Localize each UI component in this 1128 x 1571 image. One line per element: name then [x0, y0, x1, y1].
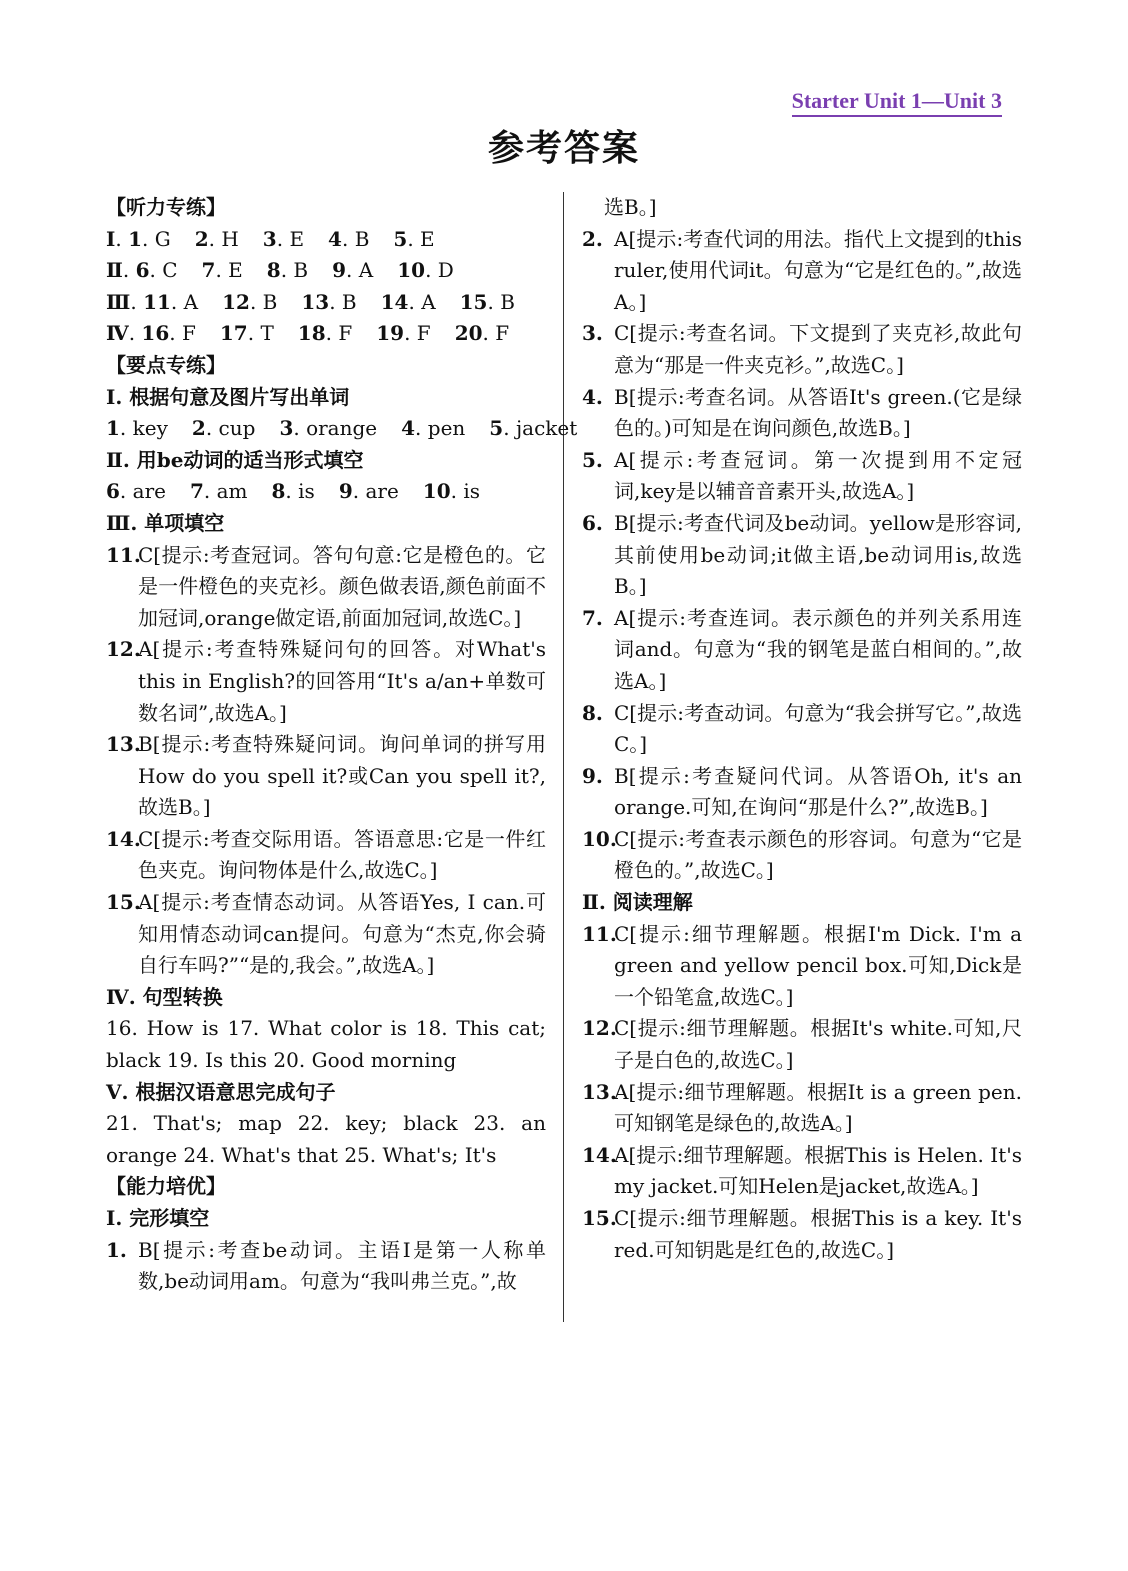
answer-item: 20. F: [454, 321, 510, 346]
answer-value: C: [162, 258, 178, 283]
answer-item: 7. E: [201, 258, 243, 283]
item-number: 6.: [582, 510, 603, 535]
roman-numeral: Ⅰ: [106, 226, 116, 251]
answer-item: 1. key: [106, 416, 168, 441]
item-text: A[提示:考查连词。表示颜色的并列关系用连词and。句意为“我的钢笔是蓝白相间的。”,故选A。]: [614, 605, 1022, 693]
kp-s1-answers: [106, 413, 578, 445]
answer-value: is: [463, 479, 481, 504]
item-number: 7.: [582, 605, 603, 630]
item-text: A[提示:考查特殊疑问句的回答。对What's this in English?的回答用“It's a/an+单数可数名词”,故选A。]: [138, 637, 546, 725]
answer-value: T: [260, 321, 274, 346]
answer-value: jacket: [515, 416, 578, 441]
answer-number: 3: [279, 416, 294, 441]
answer-number: 10: [422, 479, 451, 504]
kp-s3-title: Ⅲ. 单项填空: [106, 510, 225, 535]
answer-number: 6: [135, 258, 150, 283]
answer-number: 19: [376, 321, 405, 346]
answer-number: 1: [128, 226, 142, 251]
list-item: [106, 540, 546, 635]
answer-item: 3. orange: [279, 416, 378, 441]
answer-item: 13. B: [301, 289, 357, 314]
list-item: [582, 698, 1022, 761]
item-text: A[提示:考查冠词。第一次提到用不定冠词,key是以辅音音素开头,故选A。]: [614, 447, 1022, 504]
answer-number: 18: [297, 321, 326, 346]
kp-s4-title: Ⅳ. 句型转换: [106, 984, 223, 1009]
answer-item: 2. cup: [191, 416, 256, 441]
answer-item: 11. A: [143, 289, 199, 314]
answer-number: 20: [454, 321, 483, 346]
answer-item: 7. am: [189, 479, 248, 504]
answer-number: 3: [262, 226, 277, 251]
item-text: C[提示:考查名词。下文提到了夹克衫,故此句意为“那是一件夹克衫。”,故选C。]: [614, 321, 1022, 377]
item-text: C[提示:细节理解题。根据It's white.可知,尺子是白色的,故选C。]: [614, 1016, 1022, 1073]
ability-section-title: 【能力培优】: [106, 1174, 226, 1199]
answer-value: A: [421, 289, 436, 314]
answer-item: 1. G: [128, 226, 171, 251]
item-number: 10.: [582, 826, 617, 851]
answer-number: 13: [301, 289, 330, 314]
answer-value: A: [358, 258, 374, 283]
answer-value: E: [289, 226, 305, 251]
answer-item: 8. is: [271, 479, 315, 504]
item-number: 11.: [582, 921, 617, 946]
list-item: [106, 824, 546, 887]
answer-row: Ⅲ. 11. A 12. B 13. B 14. A 15. B: [106, 287, 546, 319]
answer-item: 9. A: [332, 258, 374, 283]
list-item: [106, 634, 546, 729]
page-title: 参考答案: [487, 127, 640, 169]
list-item: [582, 761, 1022, 824]
answer-value: are: [365, 479, 399, 504]
roman-numeral: Ⅱ: [106, 258, 123, 283]
roman-numeral: Ⅳ: [106, 321, 129, 346]
list-item: [582, 224, 1022, 319]
list-item: [582, 1203, 1022, 1266]
answer-number: 14: [380, 289, 409, 314]
answer-item: 16. F: [141, 321, 196, 346]
answer-value: cup: [218, 416, 256, 441]
item-text: C[提示:考查表示颜色的形容词。句意为“它是橙色的。”,故选C。]: [614, 826, 1022, 883]
answer-row: Ⅳ. 16. F 17. T 18. F 19. F 20. F: [106, 318, 546, 350]
item-number: 3.: [582, 321, 603, 346]
answer-value: pen: [427, 416, 466, 441]
item-number: 14.: [106, 826, 141, 851]
answer-number: 2: [191, 416, 206, 441]
answer-number: 7: [201, 258, 216, 283]
item-text: A[提示:细节理解题。根据It is a green pen.可知钢笔是绿色的,故选A。]: [614, 1079, 1022, 1136]
list-item: [582, 824, 1022, 887]
answer-value: key: [132, 416, 168, 441]
item-text: B[提示:考查名词。从答语It's green.(它是绿色的。)可知是在询问颜色,故选B。]: [614, 384, 1022, 441]
kp-s5-title: Ⅴ. 根据汉语意思完成句子: [106, 1079, 336, 1104]
answer-value: am: [216, 479, 248, 504]
list-item: [582, 445, 1022, 508]
list-item: [106, 1235, 546, 1298]
item-text: B[提示:考查be动词。主语I是第一人称单数,be动词用am。句意为“我叫弗兰克。”,故: [138, 1237, 546, 1294]
column-divider: [563, 192, 564, 1322]
item-number: 5.: [582, 447, 603, 472]
answer-value: G: [154, 226, 171, 251]
item-number: 14.: [582, 1142, 617, 1167]
item-text: C[提示:细节理解题。根据I'm Dick. I'm a green and yellow pencil box.可知,Dick是一个铅笔盒,故选C。]: [614, 921, 1022, 1009]
item-number: 13.: [106, 732, 141, 757]
answer-number: 7: [189, 479, 204, 504]
answer-number: 17: [219, 321, 248, 346]
item-number: 15.: [106, 890, 141, 915]
roman-numeral: Ⅲ: [106, 289, 131, 314]
answer-number: 16: [141, 321, 170, 346]
list-item: [106, 887, 546, 982]
answer-number: 8: [266, 258, 281, 283]
answer-number: 10: [397, 258, 426, 283]
answer-value: H: [221, 226, 239, 251]
item-number: 15.: [582, 1206, 617, 1230]
answer-number: 5: [393, 226, 408, 251]
answer-item: 4. B: [328, 226, 370, 251]
answer-number: 4: [328, 226, 342, 251]
unit-header: Starter Unit 1—Unit 3: [792, 88, 1002, 117]
item-number: 4.: [582, 384, 603, 409]
list-item: [582, 919, 1022, 1014]
item-number: 12.: [582, 1016, 617, 1041]
answer-item: 9. are: [338, 479, 399, 504]
listening-answers: [106, 224, 546, 350]
item-text: C[提示:考查交际用语。答语意思:它是一件红色夹克。询问物体是什么,故选C。]: [138, 826, 546, 883]
answer-item: 18. F: [297, 321, 353, 346]
answer-value: F: [338, 321, 353, 346]
answer-value: E: [228, 258, 243, 283]
answer-value: F: [416, 321, 431, 346]
list-item: [106, 729, 546, 824]
answer-item: 10. is: [422, 479, 481, 504]
answer-item: 19. F: [376, 321, 431, 346]
item-number: 1.: [106, 1237, 127, 1262]
answer-number: 9: [332, 258, 347, 283]
answer-number: 5: [489, 416, 504, 441]
answer-item: 5. E: [393, 226, 435, 251]
answer-item: 4. pen: [401, 416, 466, 441]
reading-section-title: Ⅱ. 阅读理解: [582, 890, 693, 915]
list-item: [582, 1077, 1022, 1140]
answer-value: B: [500, 289, 515, 314]
reading-answers: [582, 919, 1022, 1267]
list-item: [582, 603, 1022, 698]
list-item: [582, 382, 1022, 445]
item-text: B[提示:考查代词及be动词。yellow是形容词,其前使用be动词;it做主语,be动词用is,故选B。]: [614, 510, 1022, 599]
kp-s3-answers: [106, 540, 546, 982]
answer-value: B: [341, 289, 357, 314]
answer-item: 2. H: [194, 226, 239, 251]
answer-value: B: [354, 226, 370, 251]
answer-number: 9: [338, 479, 353, 504]
kp-s1-title: Ⅰ. 根据句意及图片写出单词: [106, 384, 350, 409]
answer-item: 10. D: [397, 258, 454, 283]
answer-row: Ⅰ. 1. G 2. H 3. E 4. B 5. E: [106, 224, 546, 256]
kp-s2-title: Ⅱ. 用be动词的适当形式填空: [106, 447, 364, 472]
item-text: A[提示:细节理解题。根据This is Helen. It's my jacket.可知Helen是jacket,故选A。]: [614, 1142, 1022, 1199]
kp-s5-answers: 21. That's; map 22. key; black 23. an orange 24. What's that 25. What's; It's: [106, 1111, 546, 1167]
answer-number: 15: [459, 289, 488, 314]
answer-number: 12: [222, 289, 250, 314]
kp-s2-answers: [106, 476, 546, 508]
answer-value: A: [183, 289, 199, 314]
answer-item: 12. B: [222, 289, 278, 314]
carry-over-text: 选B。]: [604, 195, 657, 219]
item-text: C[提示:考查冠词。答句句意:它是橙色的。它是一件橙色的夹克衫。颜色做表语,颜色前面不加冠词,orange做定语,前面加冠词,故选C。]: [138, 542, 546, 630]
answer-item: 14. A: [380, 289, 436, 314]
item-number: 2.: [582, 226, 603, 251]
list-item: [582, 318, 1022, 381]
answer-value: orange: [306, 416, 378, 441]
ab-s1-title: Ⅰ. 完形填空: [106, 1206, 210, 1230]
answer-number: 4: [401, 416, 416, 441]
answer-item: 3. E: [262, 226, 305, 251]
kp-s4-answers: 16. How is 17. What color is 18. This cat; black 19. Is this 20. Good morning: [106, 1016, 546, 1073]
answer-value: D: [437, 258, 454, 283]
left-column: [106, 192, 578, 1298]
list-item: [582, 1140, 1022, 1203]
answer-item: 6. C: [135, 258, 178, 283]
list-item: [582, 1013, 1022, 1076]
list-item: [582, 508, 1022, 603]
listening-section-title: 【听力专练】: [106, 195, 226, 219]
cloze-answers: [582, 224, 1022, 887]
item-number: 11.: [106, 542, 141, 567]
answer-number: 8: [271, 479, 286, 504]
answer-item: 8. B: [266, 258, 309, 283]
keypoint-section-title: 【要点专练】: [106, 352, 226, 377]
item-number: 8.: [582, 700, 603, 725]
item-text: C[提示:考查动词。句意为“我会拼写它。”,故选C。]: [614, 700, 1022, 757]
answer-value: are: [132, 479, 166, 504]
answer-value: B: [293, 258, 309, 283]
right-column: [582, 192, 1022, 1266]
answer-number: 2: [194, 226, 209, 251]
answer-row: Ⅱ. 6. C 7. E 8. B 9. A 10. D: [106, 255, 546, 287]
item-text: B[提示:考查特殊疑问词。询问单词的拼写用How do you spell it?或Can you spell it?,故选B。]: [138, 732, 546, 820]
item-number: 9.: [582, 763, 603, 788]
answer-value: F: [495, 321, 510, 346]
item-number: 13.: [582, 1079, 617, 1104]
answer-value: E: [420, 226, 435, 251]
answer-item: 15. B: [459, 289, 515, 314]
answer-item: 6. are: [106, 479, 166, 504]
item-text: A[提示:考查代词的用法。指代上文提到的this ruler,使用代词it。句意为“它是红色的。”,故选A。]: [614, 226, 1022, 314]
answer-value: is: [298, 479, 315, 504]
answer-item: 5. jacket: [489, 416, 578, 441]
answer-value: F: [181, 321, 196, 346]
answer-number: 11: [143, 289, 171, 314]
answer-item: 17. T: [219, 321, 274, 346]
answer-number: 6: [106, 479, 120, 504]
item-number: 12.: [106, 637, 141, 662]
answer-value: B: [262, 289, 278, 314]
item-text: A[提示:考查情态动词。从答语Yes, I can.可知用情态动词can提问。句意为“杰克,你会骑自行车吗?”“是的,我会。”,故选A。]: [138, 890, 546, 978]
item-text: B[提示:考查疑问代词。从答语Oh, it's an orange.可知,在询问“那是什么?”,故选B。]: [614, 763, 1022, 820]
item-text: C[提示:细节理解题。根据This is a key. It's red.可知钥匙是红色的,故选C。]: [614, 1206, 1022, 1262]
answer-number: 1: [106, 416, 120, 441]
